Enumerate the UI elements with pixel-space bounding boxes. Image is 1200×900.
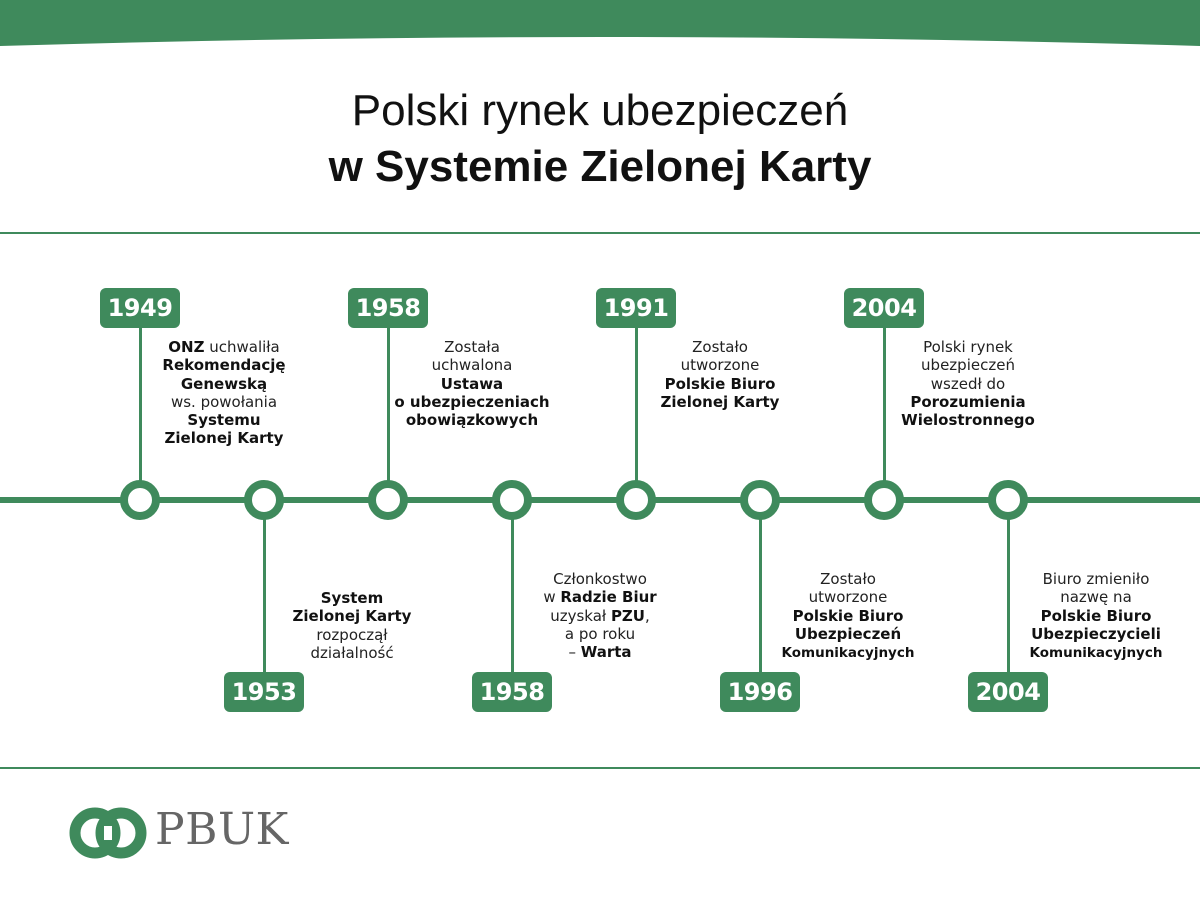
- timeline-node: [616, 480, 656, 520]
- emphasis-text: Komunikacyjnych: [781, 645, 915, 662]
- plain-text: uchwaliła: [204, 338, 280, 356]
- emphasis-text: Zielonej Karty: [292, 607, 412, 626]
- plain-text: utworzone: [808, 588, 888, 607]
- description-line: [129, 356, 319, 374]
- year-badge: 1958: [348, 288, 428, 328]
- event-description: [505, 570, 695, 661]
- description-line: [1001, 607, 1191, 625]
- description-line: [129, 375, 319, 393]
- logo-text: PBUK: [155, 804, 289, 855]
- timeline-node: [492, 480, 532, 520]
- plain-text: Polski rynek: [923, 338, 1013, 356]
- emphasis-text: Warta: [580, 643, 632, 662]
- description-line: [505, 643, 695, 661]
- description-line: [873, 356, 1063, 374]
- description-line: [129, 411, 319, 429]
- description-line: [1001, 625, 1191, 643]
- description-line: [377, 375, 567, 393]
- description-line: [753, 588, 943, 606]
- description-line: [873, 375, 1063, 393]
- event-description: [753, 570, 943, 662]
- emphasis-text: ONZ: [168, 338, 205, 356]
- description-line: [625, 393, 815, 411]
- emphasis-text: Genewską: [180, 374, 268, 393]
- timeline-node: [988, 480, 1028, 520]
- year-badge: 1958: [472, 672, 552, 712]
- timeline-node: [244, 480, 284, 520]
- emphasis-text: Zielonej Karty: [660, 392, 780, 411]
- plain-text: w: [543, 588, 561, 607]
- description-line: [753, 643, 943, 662]
- plain-text: Zostało: [692, 338, 748, 356]
- description-line: [505, 588, 695, 606]
- plain-text: ws. powołania: [170, 392, 278, 411]
- description-line: [625, 356, 815, 374]
- year-badge: 2004: [968, 672, 1048, 712]
- description-line: [505, 607, 695, 625]
- emphasis-text: Radzie Biur: [560, 588, 657, 607]
- plain-text: –: [568, 643, 581, 662]
- description-line: [377, 338, 567, 356]
- plain-text: Biuro zmieniło: [1042, 570, 1150, 588]
- plain-text: rozpoczął: [316, 625, 388, 644]
- timeline-node: [120, 480, 160, 520]
- description-line: [1001, 643, 1191, 662]
- plain-text: ,: [645, 606, 650, 625]
- description-line: [505, 570, 695, 588]
- description-line: [505, 625, 695, 643]
- description-line: [129, 338, 319, 356]
- description-line: [129, 429, 319, 447]
- year-badge: 1953: [224, 672, 304, 712]
- emphasis-text: Polskie Biuro: [792, 606, 904, 625]
- event-description: [625, 338, 815, 411]
- description-line: [257, 589, 447, 607]
- divider-top: [0, 232, 1200, 234]
- emphasis-text: Ubezpieczycieli: [1031, 624, 1161, 643]
- year-badge: 1996: [720, 672, 800, 712]
- plain-text: nazwę na: [1060, 588, 1132, 607]
- event-description: [377, 338, 567, 429]
- description-line: [625, 375, 815, 393]
- plain-text: Została: [444, 338, 500, 356]
- description-line: [377, 393, 567, 411]
- year-badge: 2004: [844, 288, 924, 328]
- event-description: [129, 338, 319, 448]
- year-badge: 1949: [100, 288, 180, 328]
- description-line: [873, 411, 1063, 429]
- emphasis-text: obowiązkowych: [405, 411, 539, 430]
- emphasis-text: Zielonej Karty: [164, 429, 284, 448]
- event-description: [257, 589, 447, 662]
- year-badge: 1991: [596, 288, 676, 328]
- description-line: [257, 607, 447, 625]
- description-line: [1001, 570, 1191, 588]
- description-line: [753, 625, 943, 643]
- plain-text: Członkostwo: [553, 570, 647, 588]
- description-line: [753, 607, 943, 625]
- emphasis-text: Polskie Biuro: [664, 374, 776, 393]
- plain-text: Zostało: [820, 570, 876, 588]
- emphasis-text: Ustawa: [440, 374, 504, 393]
- event-description: [873, 338, 1063, 429]
- emphasis-text: System: [320, 589, 384, 607]
- plain-text: ubezpieczeń: [921, 356, 1015, 375]
- emphasis-text: Ubezpieczeń: [794, 624, 902, 643]
- description-line: [129, 393, 319, 411]
- emphasis-text: Rekomendację: [162, 356, 286, 375]
- description-line: [873, 338, 1063, 356]
- description-line: [257, 644, 447, 662]
- emphasis-text: Komunikacyjnych: [1029, 645, 1163, 662]
- emphasis-text: Wielostronnego: [901, 411, 1035, 430]
- timeline-node: [864, 480, 904, 520]
- emphasis-text: Systemu: [187, 411, 261, 430]
- description-line: [625, 338, 815, 356]
- description-line: [257, 626, 447, 644]
- emphasis-text: o ubezpieczeniach: [394, 392, 550, 411]
- timeline-node: [740, 480, 780, 520]
- description-line: [377, 411, 567, 429]
- plain-text: uchwalona: [431, 356, 513, 375]
- timeline-node: [368, 480, 408, 520]
- plain-text: uzyskał: [550, 606, 611, 625]
- description-line: [377, 356, 567, 374]
- emphasis-text: Porozumienia: [910, 392, 1026, 411]
- plain-text: działalność: [310, 643, 394, 662]
- page-title-line1: Polski rynek ubezpieczeń: [351, 86, 849, 135]
- plain-text: utworzone: [680, 356, 760, 375]
- plain-text: wszedł do: [930, 374, 1006, 393]
- divider-bottom: [0, 767, 1200, 769]
- page-title-line2: w Systemie Zielonej Karty: [328, 142, 872, 191]
- top-wave-band: [0, 0, 1200, 60]
- description-line: [753, 570, 943, 588]
- description-line: [1001, 588, 1191, 606]
- description-line: [873, 393, 1063, 411]
- emphasis-text: PZU: [610, 606, 645, 625]
- event-description: [1001, 570, 1191, 662]
- emphasis-text: Polskie Biuro: [1040, 606, 1152, 625]
- plain-text: a po roku: [564, 624, 636, 643]
